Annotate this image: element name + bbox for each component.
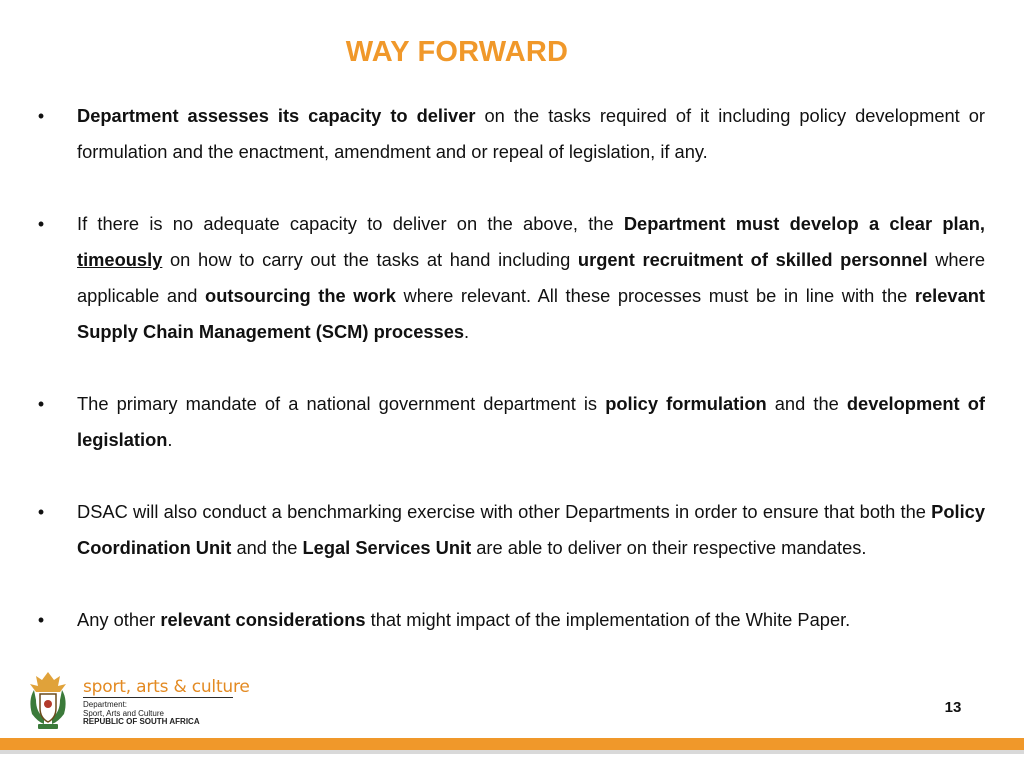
department-logo	[24, 668, 254, 734]
bullet-text: The primary mandate of a national government department is	[77, 393, 606, 414]
bullet-icon: •	[37, 394, 45, 414]
bullet-text: and the	[231, 537, 303, 558]
bullet-list	[0, 98, 1024, 638]
bullet-item	[37, 206, 986, 350]
department-name: Sport, Arts and Culture	[83, 709, 164, 718]
department-label: Department:	[83, 700, 128, 709]
bullet-icon: •	[37, 502, 45, 522]
bullet-bold-text: Legal Services Unit	[302, 537, 472, 558]
bullet-bold-text: development of legislation	[77, 393, 986, 450]
coat-of-arms-icon	[24, 668, 72, 732]
bullet-item	[37, 386, 986, 458]
bullet-bold-text: Department must develop a clear plan,	[623, 213, 985, 234]
bullet-text: that might impact of the implementation of the White Paper.	[365, 609, 851, 630]
bullet-text: where applicable and	[77, 249, 985, 306]
bullet-text: where relevant. All these processes must be in line with the	[395, 285, 915, 306]
footer-bar	[0, 738, 1024, 750]
bullet-text: DSAC will also conduct a benchmarking exercise with other Departments in order to ensure that both the	[77, 501, 932, 522]
bullet-item	[37, 98, 985, 170]
brand-name: sport, arts & culture	[83, 677, 250, 697]
bullet-text: on the tasks required of it including policy development or formulation and the enactment, amendment and or repeal of legislation, if any.	[77, 105, 985, 162]
bullet-icon: •	[37, 106, 45, 126]
bullet-item	[37, 494, 985, 566]
bullet-bold-text: relevant Supply Chain Management (SCM) processes	[77, 285, 986, 342]
bullet-icon: •	[37, 214, 45, 234]
brand-divider	[83, 697, 233, 698]
bullet-item	[37, 602, 985, 638]
bullet-text: and the	[766, 393, 847, 414]
bullet-text: on how to carry out the tasks at hand including	[162, 249, 578, 270]
country-name: REPUBLIC OF SOUTH AFRICA	[83, 717, 200, 726]
bullet-text: .	[464, 321, 470, 342]
page-number: 13	[944, 699, 962, 716]
footer-shadow	[0, 750, 1024, 754]
bullet-bold-text: Department assesses its capacity to deliver	[77, 105, 476, 126]
bullet-text: .	[167, 429, 173, 450]
bullet-bold-text: Policy Coordination Unit	[77, 501, 985, 558]
bullet-text: Any other	[77, 609, 161, 630]
bullet-underlined-text: timeously	[77, 249, 163, 270]
bullet-bold-text: urgent recruitment of skilled personnel	[577, 249, 928, 270]
bullet-text: are able to deliver on their respective mandates.	[471, 537, 867, 558]
bullet-icon: •	[37, 610, 45, 630]
bullet-text: If there is no adequate capacity to deliver on the above, the	[77, 213, 624, 234]
bullet-bold-text: outsourcing the work	[205, 285, 396, 306]
bullet-bold-text: policy formulation	[605, 393, 767, 414]
slide-title: WAY FORWARD	[345, 36, 569, 68]
bullet-bold-text: relevant considerations	[160, 609, 366, 630]
